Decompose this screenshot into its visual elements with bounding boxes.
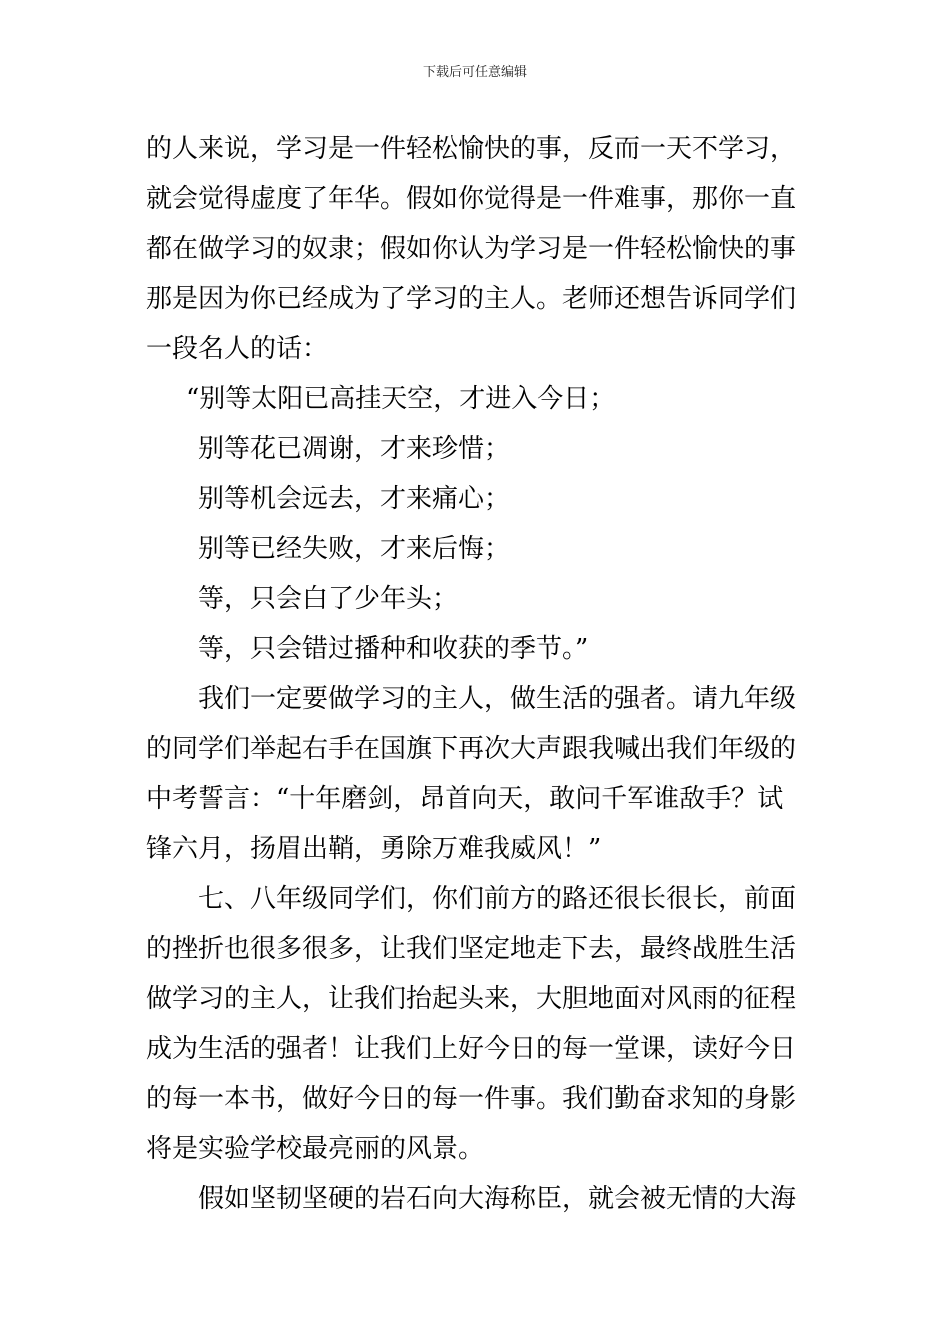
quote-line: “别等太阳已高挂天空，才进入今日；: [186, 384, 616, 414]
paragraph-start-line: 我们一定要做学习的主人，做生活的强者。请九年级: [198, 684, 797, 714]
quote-line: 别等机会远去，才来痛心；: [198, 484, 511, 514]
quote-line: 别等已经失败，才来后悔；: [198, 534, 511, 564]
text-line: 锋六月，扬眉出鞘，勇除万难我威风！”: [146, 834, 602, 864]
text-line: 那是因为你已经成为了学习的主人。老师还想告诉同学们: [146, 284, 797, 314]
page-header: 下载后可任意编辑: [422, 65, 527, 80]
text-line: 的同学们举起右手在国旗下再次大声跟我喊出我们年级的: [146, 734, 797, 764]
text-line: 的每一本书，做好今日的每一件事。我们勤奋求知的身影: [146, 1084, 797, 1114]
document-body: [146, 124, 808, 1224]
text-line: 的挫折也很多很多，让我们坚定地走下去，最终战胜生活: [146, 934, 797, 964]
text-line: 将是实验学校最亮丽的风景。: [146, 1134, 485, 1164]
text-line: 的人来说，学习是一件轻松愉快的事，反而一天不学习，: [146, 134, 797, 164]
quote-line: 别等花已凋谢，才来珍惜；: [198, 434, 511, 464]
text-line: 成为生活的强者！让我们上好今日的每一堂课，读好今日: [146, 1034, 797, 1064]
text-line: 做学习的主人，让我们抬起头来，大胆地面对风雨的征程: [146, 984, 797, 1014]
quote-line: 等，只会白了少年头；: [198, 584, 459, 614]
text-line: 都在做学习的奴隶；假如你认为学习是一件轻松愉快的事: [146, 234, 797, 264]
quote-line: 等，只会错过播种和收获的季节。”: [198, 634, 589, 664]
paragraph-start-line: 假如坚韧坚硬的岩石向大海称臣，就会被无情的大海: [198, 1184, 797, 1214]
text-line: 就会觉得虚度了年华。假如你觉得是一件难事，那你一直: [146, 184, 797, 214]
paragraph-start-line: 七、八年级同学们，你们前方的路还很长很长，前面: [198, 884, 797, 914]
text-line: 中考誓言：“十年磨剑，昂首向天，敢问千军谁敌手？试: [146, 784, 784, 814]
text-line: 一段名人的话：: [146, 334, 329, 364]
